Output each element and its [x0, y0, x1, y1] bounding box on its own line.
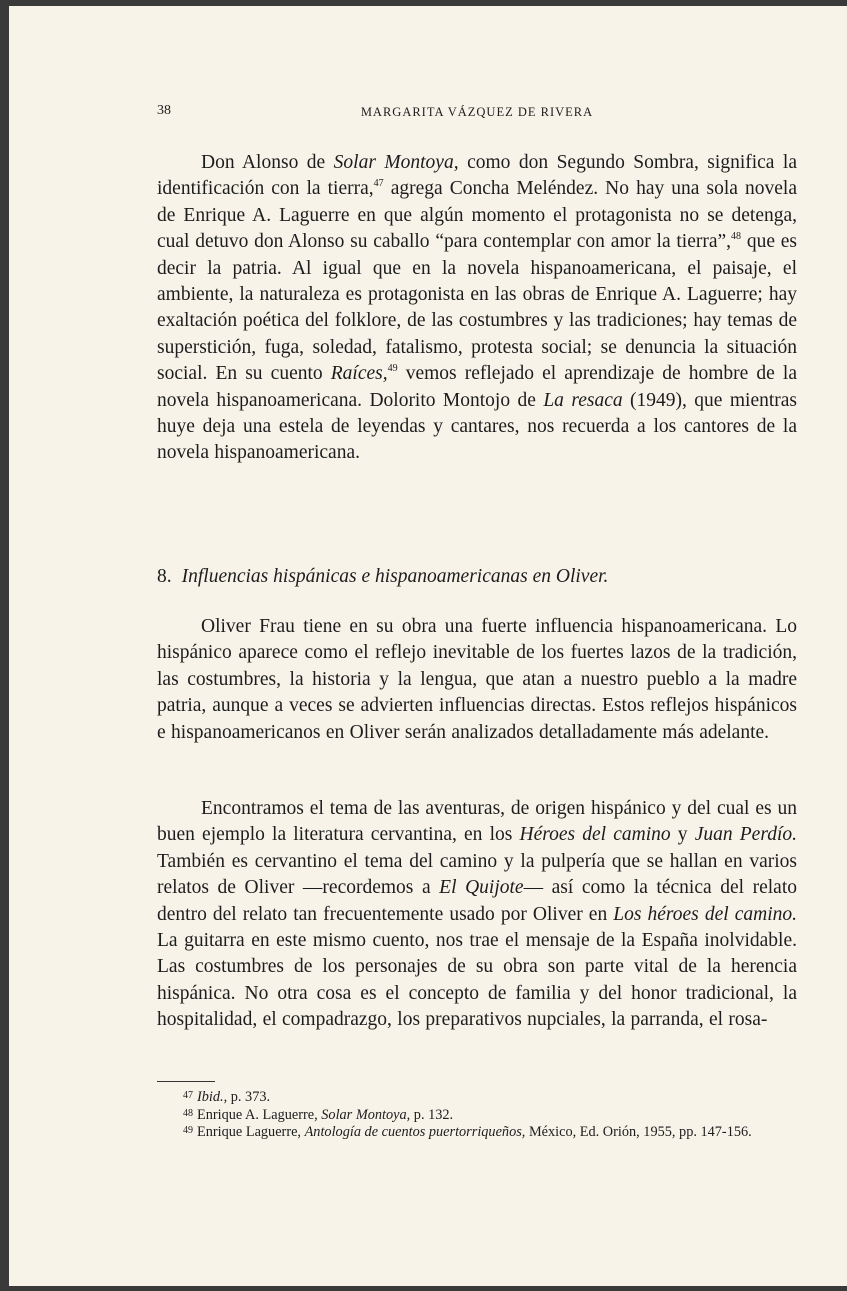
- section-heading: [157, 564, 797, 590]
- title-raices: Raíces,: [330, 363, 388, 385]
- title-juan-perdio: Juan Perdío.: [694, 824, 797, 846]
- title-el-quijote: El Quijote: [439, 877, 524, 899]
- page-header: [157, 103, 797, 125]
- book-page: [9, 6, 847, 1286]
- footnote-47: $^{47}$ Ibid., p. 373.: [183, 1089, 271, 1105]
- title-los-heroes-del-camino: Los héroes del camino.: [613, 903, 797, 925]
- footnote-divider: [157, 1081, 215, 1082]
- title-solar-montoya: Solar Montoya,: [333, 152, 459, 173]
- running-head: MARGARITA VÁZQUEZ DE RIVERA: [360, 105, 594, 119]
- footnote-ref-49: 49: [387, 363, 398, 375]
- page-number: 38: [157, 103, 171, 118]
- title-la-resaca: La resaca: [543, 389, 623, 411]
- footnote-48: $^{48}$ Enrique A. Laguerre, Solar Montoya, p. 132.: [183, 1106, 454, 1123]
- section-title: Influencias hispánicas e hispanoamericanas en Oliver.: [181, 566, 609, 587]
- paragraph-2: Oliver Frau tiene en su obra una fuerte influencia hispanoamericana. Lo hispánico aparece como el reflejo inevitable de los fuertes lazos de la tradición, las costumbres, la historia y la lengua, que atan a nuestro pueblo a la madre patria, aunque a veces se advierten influencias directas. Estos reflejos hispánicos e hispanoamericanos en Oliver serán analizados detalladamente más adelante.: [157, 616, 797, 743]
- title-heroes-del-camino: Héroes del camino: [519, 824, 671, 846]
- section-number: 8.: [157, 566, 172, 587]
- paragraph-3: Encontramos el tema de las aventuras, de origen hispánico y del cual es un buen ejemplo la literatura cervantina, en los Héroes del camino y Juan Perdío. También es cervantino el tema del camino y la pulpería que se hallan en varios relatos de Oliver —recordemos a El Quijote— así como la técnica del relato dentro del relato tan frecuentemente usado por Oliver en Los héroes del camino. La guitarra en este mismo cuento, nos trae el mensaje de la España inolvidable. Las costumbres de los personajes de su obra son parte vital de la herencia hispánica. No otra cosa es el concepto de familia y del honor tradicional, la hospitalidad, el compadrazgo, los preparativos nupciales, la parranda, el rosa-: [157, 798, 797, 1031]
- footnotes: [157, 1088, 797, 1141]
- footnote-ref-47: 47: [373, 178, 384, 190]
- footnote-49: $^{49}$ Enrique Laguerre, Antología de cuentos puertorriqueños, México, Ed. Orión, 1955, pp. 147-156.: [183, 1124, 752, 1140]
- paragraph-1: Don Alonso de Solar Montoya, como don Segundo Sombra, significa la identificación con la tierra,$^{47}$ agrega Concha Meléndez. No hay una sola novela de Enrique A. Laguerre en que algún momento el protagonista no se detenga, cual detuvo don Alonso su caballo “para contemplar con amor la tierra”,$^{48}$ que es decir la patria. Al igual que en la novela hispanoamericana, el paisaje, el ambiente, la naturaleza es protagonista en las obras de Enrique A. Laguerre; hay exaltación poética del folklore, de las costumbres y las tradiciones; hay temas de superstición, fuga, soledad, fatalismo, protesta social; se denuncia la situación social. En su cuento Raíces,$^{49}$ vemos reflejado el aprendizaje de hombre de la novela hispanoamericana. Dolorito Montojo de La resaca (1949), que mientras huye deja una estela de leyendas y cantares, nos recuerda a los cantores de la novela hispanoamericana.: [157, 152, 798, 464]
- footnote-ref-48: 48: [731, 231, 742, 243]
